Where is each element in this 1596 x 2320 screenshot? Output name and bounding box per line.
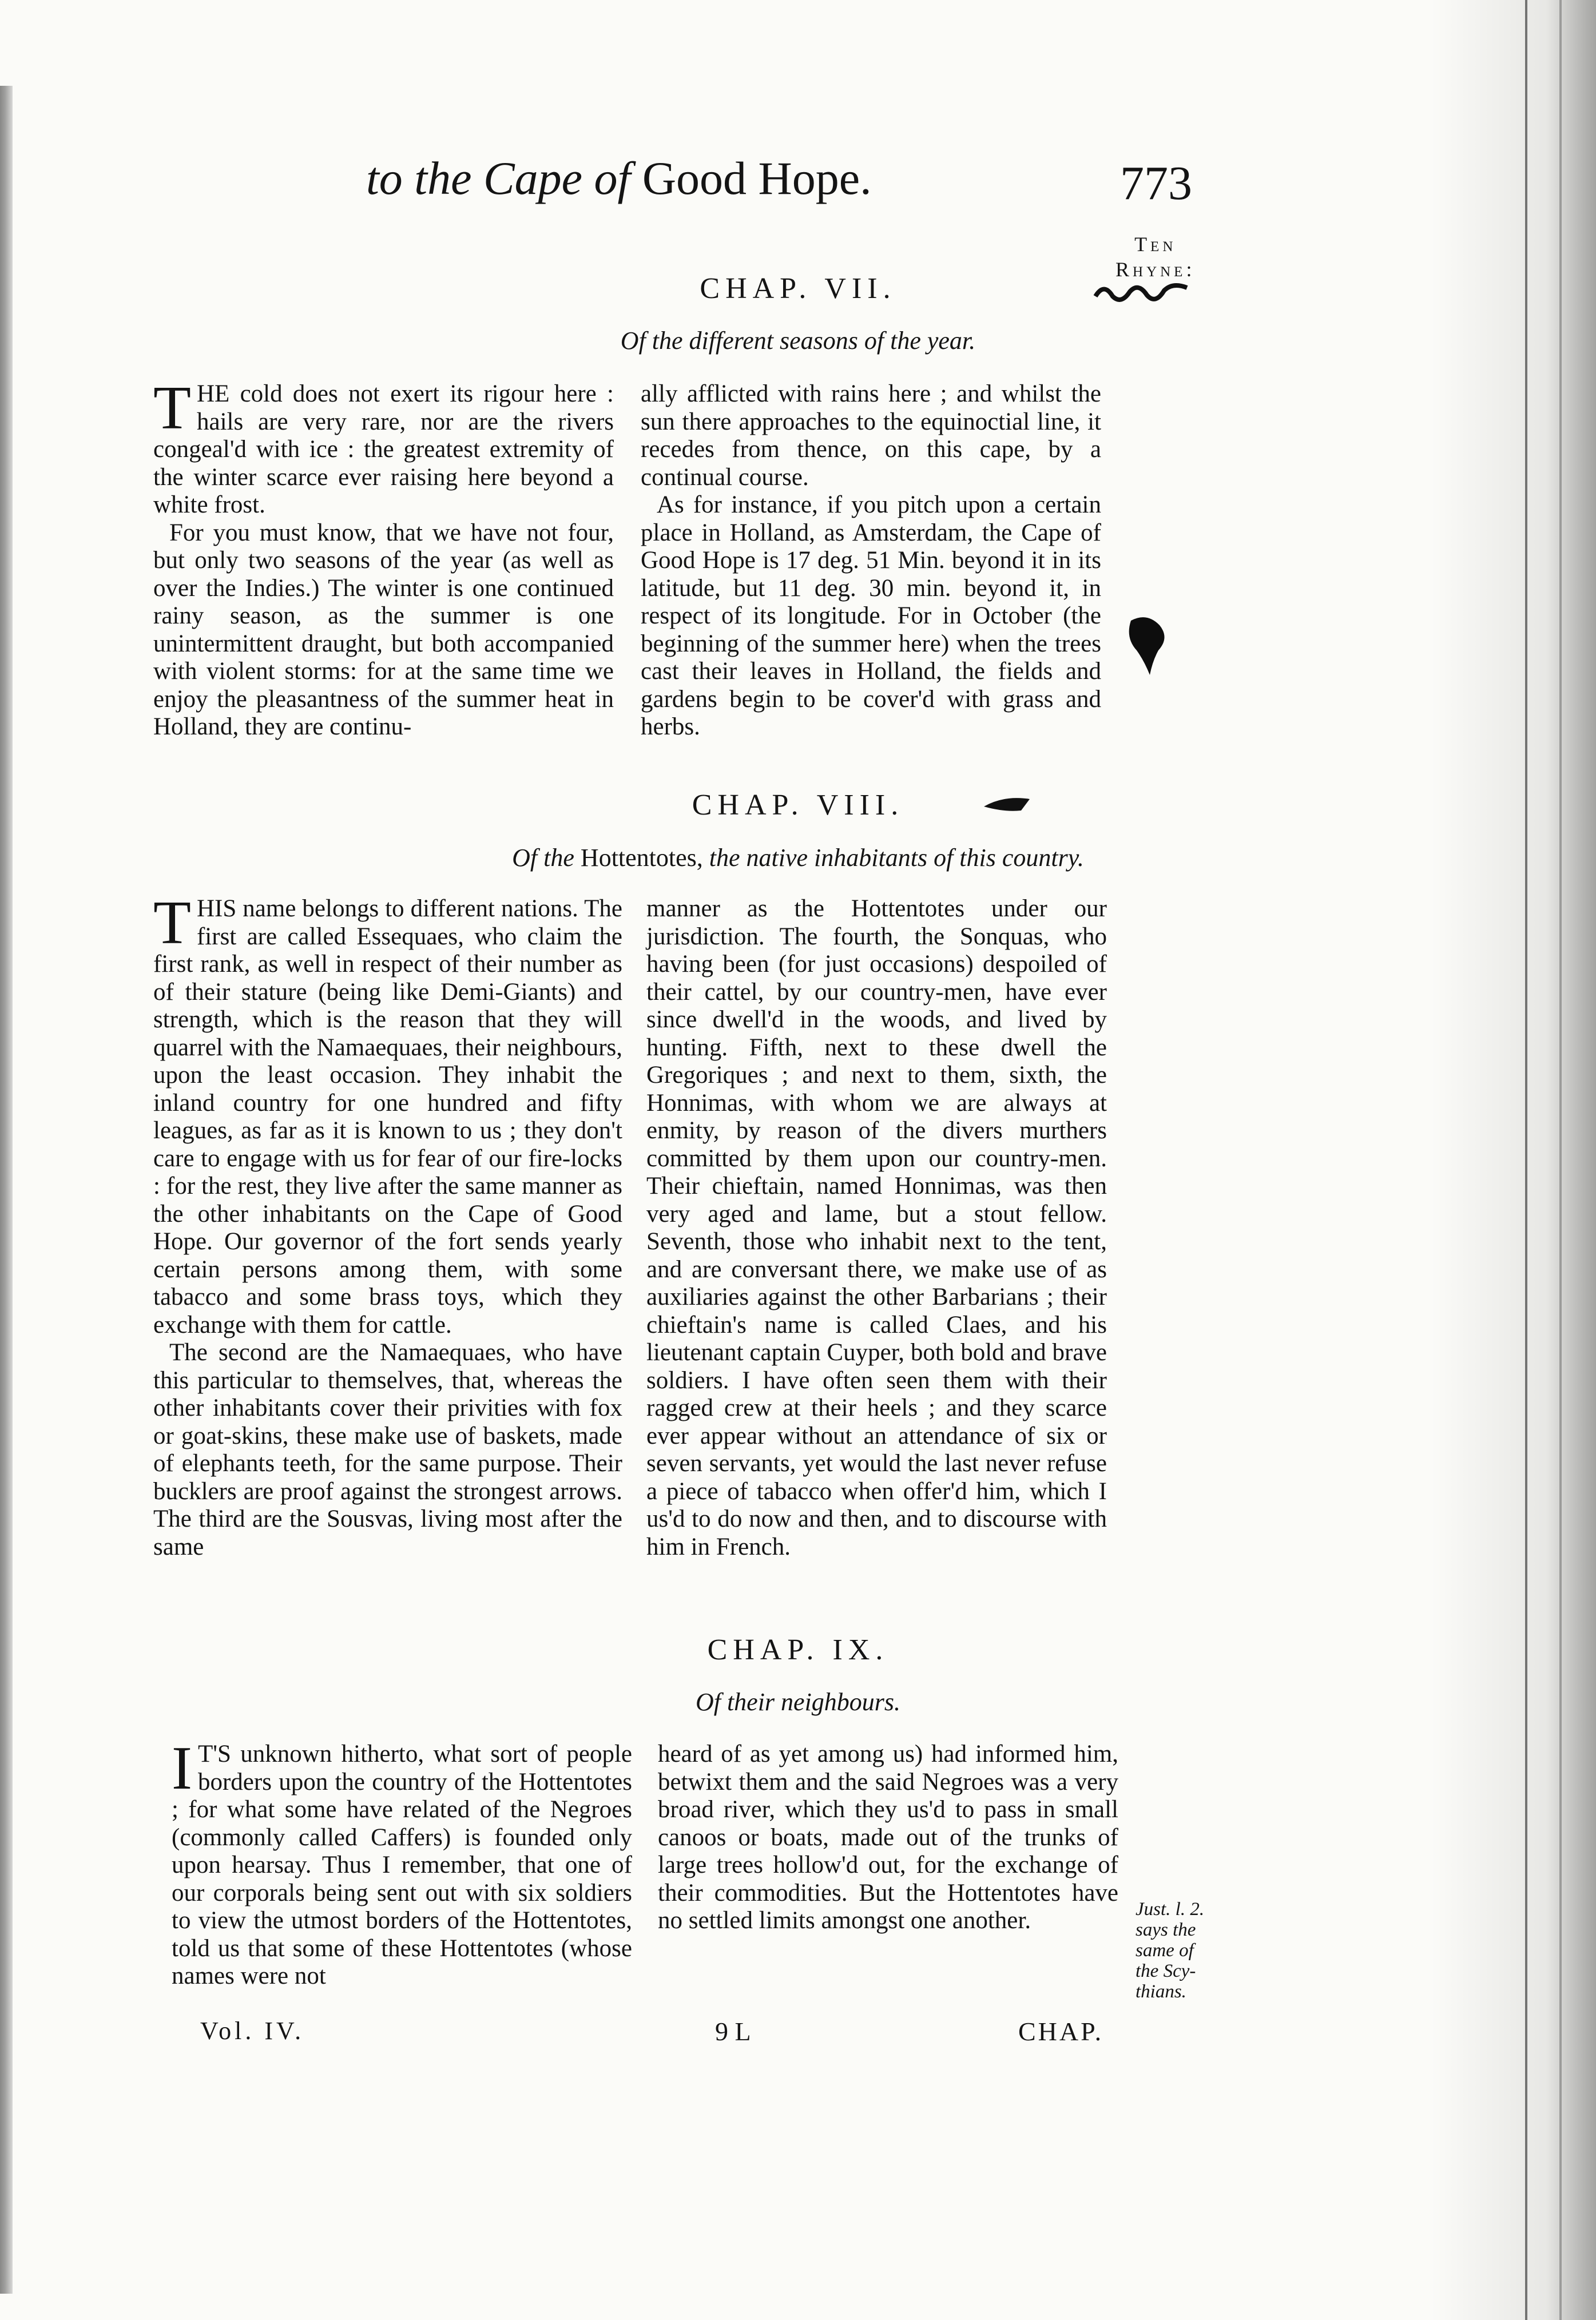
paragraph: For you must know, that we have not four, but only two seasons of the year (as well as over the Indies.) The winter is one continued rainy season, as the summer is one unintermittent draught, but both accompanied with violent storms: for at the same time we enjoy the pleasantness of the summer heat in Holland, they are continu-	[153, 519, 614, 740]
ink-mark	[981, 792, 1033, 815]
margin-note: Just. l. 2. says the same of the Scy- thians.	[1136, 1899, 1205, 2002]
chapter-8-heading: CHAP. VIII.	[692, 789, 904, 821]
paragraph: HE cold does not exert its rigour here : hails are very rare, nor are the rivers congeal'd with ice : the greatest extremity of the winter scarce ever raising here beyond a white frost.	[153, 380, 614, 518]
chapter-8-right-column	[646, 895, 1107, 1561]
chapter-8-left-column	[153, 889, 622, 1561]
signature-mark: 9 L	[715, 2017, 751, 2046]
chapter-7-heading: CHAP. VII.	[700, 272, 896, 305]
chapter-9-left-column	[172, 1734, 632, 1991]
dropcap: T	[153, 374, 191, 442]
volume-label: Vol. IV.	[200, 2017, 305, 2045]
running-title-roman: Good Hope.	[642, 152, 872, 204]
paragraph: As for instance, if you pitch upon a certain place in Holland, as Amsterdam, the Cape of Good Hope is 17 deg. 51 Min. beyond it in its latitude, but 11 deg. 30 min. beyond it, in respect of its longitude. For in October (the beginning of the summer here) when the trees cast their leaves in Holland, the fields and gardens begin to be cover'd with grass and herbs.	[641, 491, 1101, 740]
chapter-7-left-column	[153, 374, 614, 741]
paragraph: ally afflicted with rains here ; and whilst the sun there approaches to the equinoctial line, it recedes from thence, on this cape, by a continual course.	[641, 380, 1101, 491]
chapter-7-subtitle: Of the different seasons of the year.	[620, 327, 976, 355]
chapter-9-heading: CHAP. IX.	[707, 1634, 889, 1666]
side-note-author: Ten Rhyne:	[1115, 233, 1196, 281]
page-number: 773	[1120, 157, 1192, 210]
ink-blot	[1124, 615, 1170, 678]
chapter-9-subtitle: Of their neighbours.	[695, 1688, 901, 1716]
dropcap: T	[153, 889, 191, 957]
dropcap: I	[172, 1734, 192, 1802]
paragraph: HIS name belongs to different nations. The first are called Essequaes, who claim the first rank, as well in respect of their number as of their stature (being like Demi-Giants) and strength, which is the reason that they will quarrel with the Namaequaes, their neighbours, upon the least occasion. They inhabit the inland country for one hundred and fifty leagues, as far as it is known to us ; they don't care to engage with us for fear of our fire-locks : for the rest, they live after the same manner as the other inhabitants on the Cape of Good Hope. Our governor of the fort sends yearly certain persons among them, with some tabacco and some brass toys, which they exchange with them for cattle.	[153, 895, 622, 1338]
chapter-9-right-column	[658, 1741, 1118, 1935]
chapter-8-subtitle: Of the Hottentotes, the native inhabitants of this country.	[512, 844, 1084, 872]
paragraph: The second are the Namaequaes, who have this particular to themselves, that, whereas the other inhabitants cover their privities with fox or goat-skins, these make use of baskets, made of elephants teeth, for the same purpose. Their bucklers are proof against the strongest arrows. The third are the Sousvas, living most after the same	[153, 1339, 622, 1560]
paragraph: T'S unknown hitherto, what sort of people borders upon the country of the Hottentotes ; for what some have related of the Negroes (commonly called Caffers) is founded only upon hearsay. Thus I remember, that one of our corporals being sent out with six soldiers to view the utmost borders of the Hottentotes, told us that some of these Hottentotes (whose names were not	[172, 1741, 632, 1989]
running-title-italic: to the Cape of	[366, 152, 631, 204]
paragraph: heard of as yet among us) had informed him, betwixt them and the said Negroes was a very broad river, which they us'd to pass in small canoos or boats, made out of the trunks of large trees hollow'd out, for the exchange of their commodities. But the Hottentotes have no settled limits amongst one another.	[658, 1741, 1118, 1934]
running-title	[366, 150, 872, 207]
page-binding-shadow-left	[0, 86, 13, 2294]
catchword: CHAP.	[1018, 2017, 1104, 2046]
chapter-7-right-column	[641, 380, 1101, 741]
paragraph: manner as the Hottentotes under our jurisdiction. The fourth, the Sonquas, who having been (for just occasions) despoiled of their cattel, by our country-men, have ever since dwell'd in the woods, and lived by hunting. Fifth, next to these dwell the Gregoriques ; and next to them, sixth, the Honnimas, with whom we are always at enmity, by reason of the divers murthers committed by them upon our country-men. Their chieftain, named Honnimas, was then very aged and lame, but a stout fellow. Seventh, those who inhabit next to the tent, and are conversant there, we make use of as auxiliaries against the other Barbarians ; their chieftain's name is called Claes, and his lieutenant captain Cuyper, both bold and brave soldiers. I have often seen them with their ragged crew at their heels ; and they scarce ever appear without an attendance of six or seven servants, yet would the last never refuse a piece of tabacco when offer'd him, which I us'd to do now and then, and to discourse with him in French.	[646, 895, 1107, 1560]
